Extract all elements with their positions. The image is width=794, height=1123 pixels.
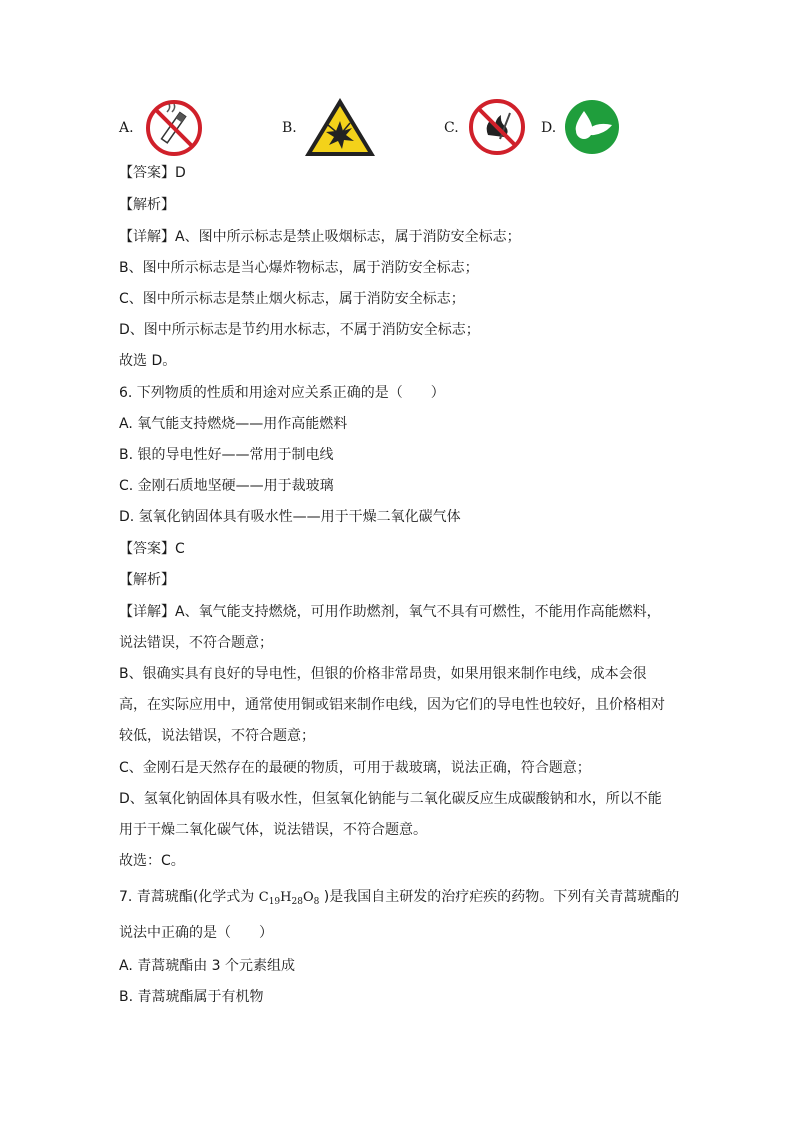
option-d-label: D.: [541, 120, 557, 136]
formula-o: O: [302, 890, 314, 905]
no-open-flame-sign-icon: [466, 97, 528, 161]
q6-option-a: A. 氧气能支持燃烧——用作高能燃料: [119, 416, 348, 432]
q5-detail-b: B、图中所示标志是当心爆炸物标志，属于消防安全标志；: [119, 260, 479, 276]
water-saving-sign-icon: [564, 99, 620, 159]
q5-answer: 【答案】D: [119, 165, 186, 181]
q6-detail-b-line3: 较低，说法错误，不符合题意；: [119, 728, 315, 744]
formula-c: C: [258, 890, 269, 905]
q6-detail-d-line2: 用于干燥二氧化碳气体，说法错误，不符合题意。: [119, 822, 427, 838]
formula-c-subscript: 19: [268, 897, 281, 907]
formula-o-subscript: 8: [313, 897, 320, 907]
q6-detail-d-line1: D、氢氧化钠固体具有吸水性，但氢氧化钠能与二氧化碳反应生成碳酸钠和水，所以不能: [119, 791, 662, 807]
option-b-label: B.: [282, 120, 297, 136]
q7-stem-line1: [119, 888, 679, 907]
q7-option-a: A. 青蒿琥酯由 3 个元素组成: [119, 958, 296, 974]
formula-h-subscript: 28: [291, 897, 303, 907]
formula-h: H: [280, 890, 292, 905]
q6-option-b: B. 银的导电性好——常用于制电线: [119, 447, 334, 463]
q5-detail-d: D、图中所示标志是节约用水标志，不属于消防安全标志；: [119, 322, 480, 338]
q6-detail-a-line2: 说法错误，不符合题意；: [119, 635, 273, 651]
q6-detail-c: C、金刚石是天然存在的最硬的物质，可用于裁玻璃，说法正确，符合题意；: [119, 760, 591, 776]
q6-answer: 【答案】C: [119, 541, 185, 557]
q7-stem-suffix: )是我国自主研发的治疗疟疾的药物。下列有关青蒿琥酯的: [319, 889, 680, 905]
chemical-formula: [259, 890, 320, 905]
explosive-warning-sign-icon: [302, 95, 378, 163]
q6-analysis-heading: 【解析】: [119, 572, 175, 588]
q6-option-c: C. 金刚石质地坚硬——用于裁玻璃: [119, 478, 334, 494]
q7-option-b: B. 青蒿琥酯属于有机物: [119, 989, 264, 1005]
q5-detail-a: 【详解】A、图中所示标志是禁止吸烟标志，属于消防安全标志；: [119, 229, 521, 245]
q6-detail-a-line1: 【详解】A、氧气能支持燃烧，可用作助燃剂，氧气不具有可燃性，不能用作高能燃料，: [119, 604, 661, 620]
option-c-label: C.: [444, 120, 459, 136]
q7-stem-prefix: 7. 青蒿琥酯(化学式为: [119, 889, 259, 905]
q6-option-d: D. 氢氧化钠固体具有吸水性——用于干燥二氧化碳气体: [119, 509, 461, 525]
q6-stem: 6. 下列物质的性质和用途对应关系正确的是（ ）: [119, 385, 445, 401]
q6-detail-b-line1: B、银确实具有良好的导电性，但银的价格非常昂贵，如果用银来制作电线，成本会很: [119, 666, 647, 682]
option-a-label: A.: [119, 120, 134, 136]
q7-stem-line2: 说法中正确的是（ ）: [119, 925, 273, 941]
q5-detail-c: C、图中所示标志是禁止烟火标志，属于消防安全标志；: [119, 291, 465, 307]
q6-conclusion: 故选：C。: [119, 853, 185, 869]
q6-detail-b-line2: 高，在实际应用中，通常使用铜或铝来制作电线，因为它们的导电性也较好，且价格相对: [119, 697, 665, 713]
q5-conclusion: 故选 D。: [119, 353, 177, 369]
no-smoking-sign-icon: [143, 98, 205, 162]
q5-analysis-heading: 【解析】: [119, 197, 175, 213]
